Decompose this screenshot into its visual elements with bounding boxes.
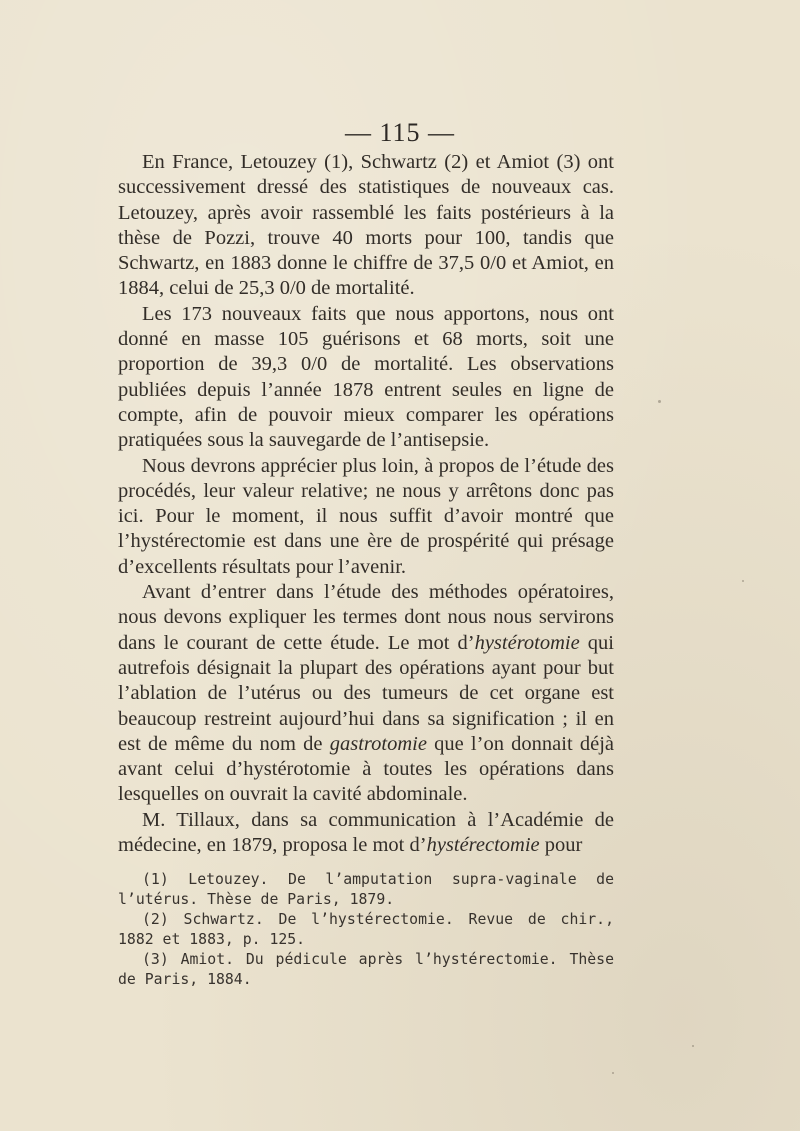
term-hysterotomie: hystérotomie (474, 631, 580, 654)
main-text (118, 150, 614, 858)
page-number: — 115 — (344, 118, 456, 147)
paragraph-4-text-c: que l’on donnait déjà avant celui d’hystérotomie à toutes les opérations dans lesquelles on ouvrait la cavité abdominale. (118, 732, 614, 806)
paragraph-5-text-b: pour (539, 834, 583, 857)
paragraph-3-text: Nous devrons apprécier plus loin, à propos de l’étude des procédés, leur valeur relative; ne nous y arrêtons donc pas ici. Pour le moment, il nous suffit d’avoir montré que l’hystérectomie est dans une ère de prospérité qui présage d’excellents résultats pour l’avenir. (118, 454, 614, 578)
footnote-2: (2) Schwartz. De l’hystérectomie. Revue de chir., 1882 et 1883, p. 125. (118, 911, 614, 948)
paragraph-4-text-a: Avant d’entrer dans l’étude des méthodes opératoires, nous devons expliquer les termes dont nous nous servirons dans le courant de cette étude. Le mot d’ (118, 581, 614, 654)
paragraph-4 (118, 580, 614, 808)
term-hysterectomie: hystérectomie (426, 834, 540, 857)
paragraph-4-text-b: qui autrefois désignait la plupart des opérations ayant pour but l’ablation de l’utérus ou des tumeurs de cet organe est beaucoup restreint aujourd’hui dans sa signification ; il en est de même du nom de (118, 631, 614, 755)
term-gastrotomie: gastrotomie (329, 732, 427, 755)
footnote-3: (3) Amiot. Du pédicule après l’hystérectomie. Thèse de Paris, 1884. (118, 951, 614, 988)
paper-speck (692, 1045, 694, 1047)
paper-speck (612, 1072, 614, 1074)
paragraph-3 (118, 454, 614, 580)
footnote-1: (1) Letouzey. De l’amputation supra-vaginale de l’utérus. Thèse de Paris, 1879. (118, 871, 614, 908)
footnotes (118, 870, 614, 990)
paragraph-2-text: Les 173 nouveaux faits que nous apportons, nous ont donné en masse 105 guérisons et 68 morts, soit une proportion de 39,3 0/0 de mortalité. Les observations publiées depuis l’année 1878 entrent seules en ligne de compte, afin de pouvoir mieux comparer les opérations pratiquées sous la sauvegarde de l’antisepsie. (118, 302, 614, 452)
paragraph-2 (118, 302, 614, 454)
paragraph-5 (118, 808, 614, 859)
paper-speck (742, 580, 744, 582)
paragraph-5-text-a: M. Tillaux, dans sa communication à l’Académie de médecine, en 1879, proposa le mot d’ (118, 808, 614, 857)
paragraph-1 (118, 150, 614, 302)
paragraph-1-text: En France, Letouzey (1), Schwartz (2) et Amiot (3) ont successivement dressé des statistiques de nouveaux cas. Letouzey, après avoir rassemblé les faits postérieurs à la thèse de Pozzi, trouve 40 morts pour 100, tandis que Schwartz, en 1883 donne le chiffre de 37,5 0/0 et Amiot, en 1884, celui de 25,3 0/0 de mortalité. (118, 151, 614, 300)
paper-speck (658, 400, 661, 403)
